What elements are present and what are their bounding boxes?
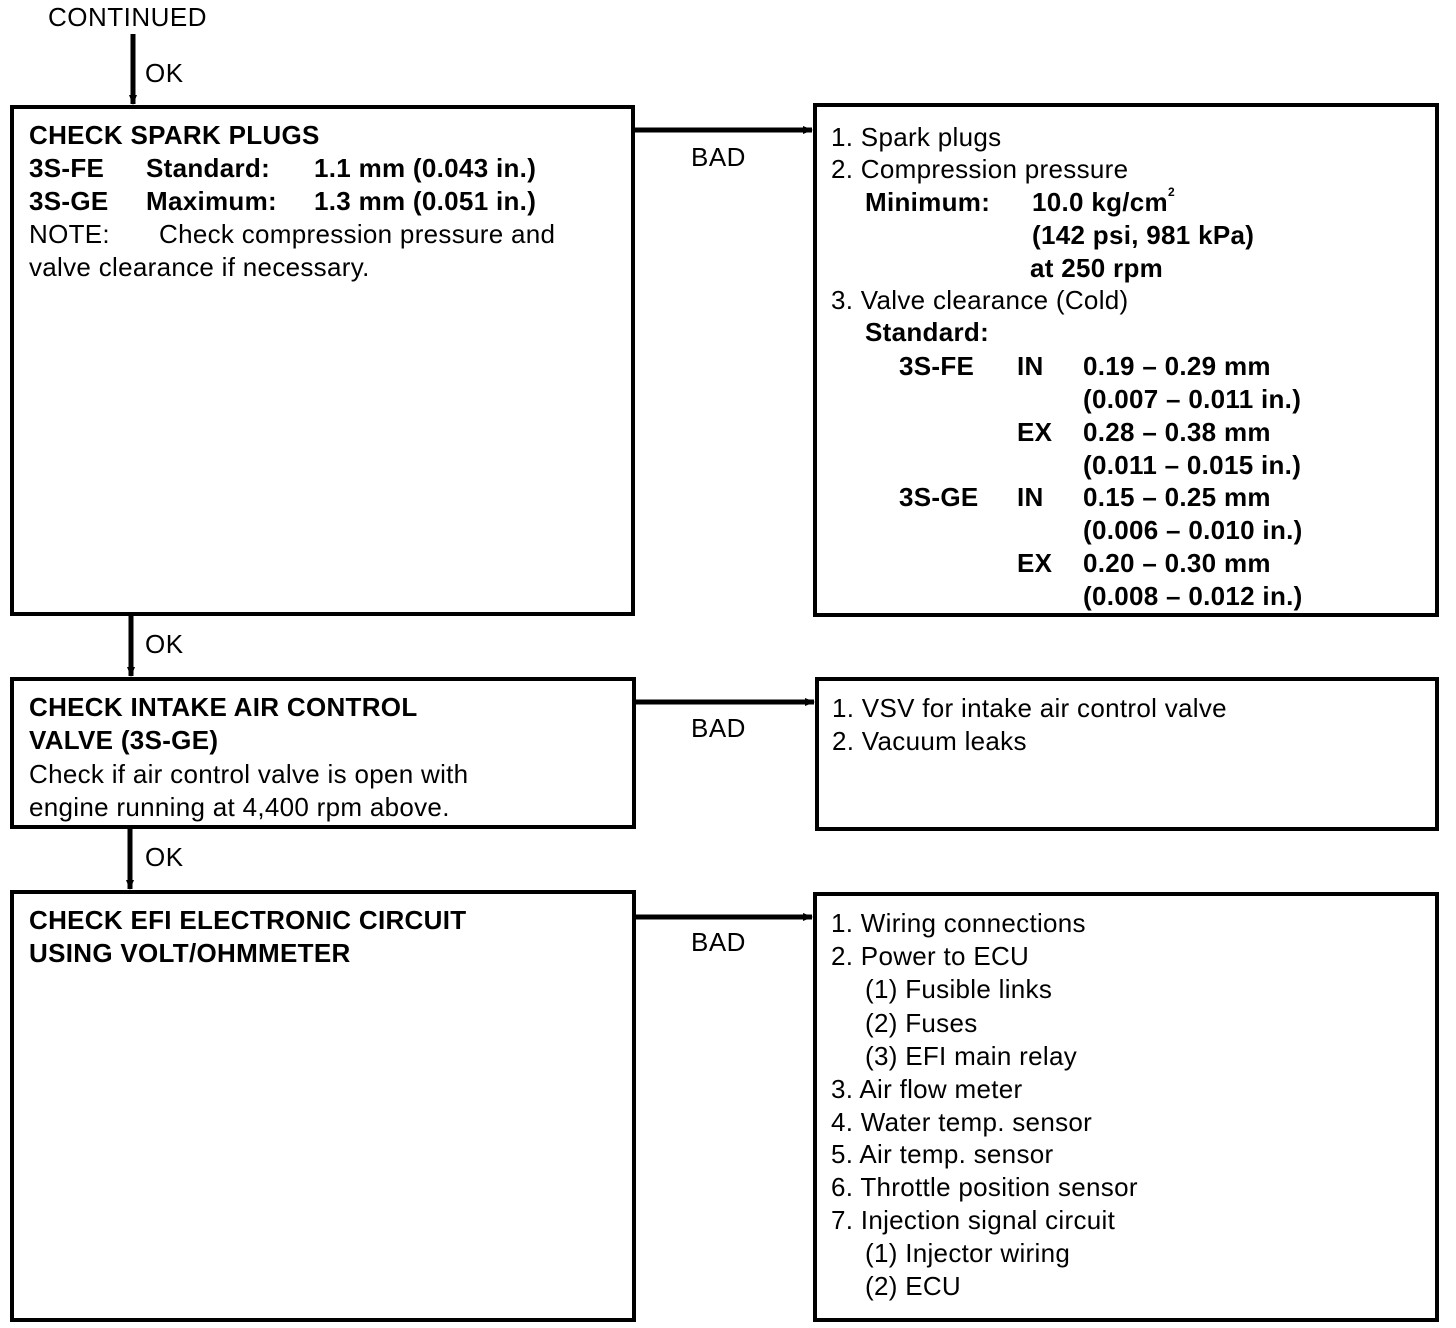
result1-row2-valve: EX — [1017, 417, 1053, 447]
result3-item4: 4. Water temp. sensor — [831, 1107, 1093, 1137]
step3-title-line1: CHECK EFI ELECTRONIC CIRCUIT — [29, 905, 467, 935]
result1-row3-mm: 0.15 – 0.25 mm — [1083, 482, 1271, 512]
result3-item2-sub1: (1) Fusible links — [865, 974, 1053, 1004]
result1-row3-valve: IN — [1017, 482, 1044, 512]
ok-label-step2: OK — [145, 842, 184, 872]
result3-item2-sub2: (2) Fuses — [865, 1008, 978, 1038]
result1-min-value-text: 10.0 kg/cm — [1032, 187, 1168, 217]
result1-row2-mm: 0.28 – 0.38 mm — [1083, 417, 1271, 447]
step1-spec2-label: Maximum: — [146, 186, 277, 216]
result3-item6: 6. Throttle position sensor — [831, 1172, 1138, 1202]
result1-row2-in: (0.011 – 0.015 in.) — [1083, 450, 1302, 480]
result1-box — [813, 103, 1439, 617]
result1-row1-in: (0.007 – 0.011 in.) — [1083, 384, 1302, 414]
step2-desc-line1: Check if air control valve is open with — [29, 759, 469, 789]
bad-label-step3: BAD — [691, 927, 746, 957]
step1-spec1-label: Standard: — [146, 153, 271, 183]
result3-box — [813, 892, 1439, 1322]
step1-title: CHECK SPARK PLUGS — [29, 120, 320, 150]
result3-item7-sub1: (1) Injector wiring — [865, 1238, 1071, 1268]
step1-check-spark-plugs-box — [10, 105, 635, 616]
result1-row1-mm: 0.19 – 0.29 mm — [1083, 351, 1271, 381]
step3-check-efi-circuit-box — [10, 890, 636, 1322]
result1-row3-in: (0.006 – 0.010 in.) — [1083, 515, 1303, 545]
result1-row1-engine: 3S-FE — [899, 351, 975, 381]
result3-item2-sub3: (3) EFI main relay — [865, 1041, 1078, 1071]
result2-box — [815, 677, 1439, 831]
step1-spec2-value: 1.3 mm (0.051 in.) — [314, 186, 537, 216]
bad-label-step2: BAD — [691, 713, 746, 743]
result1-row4-mm: 0.20 – 0.30 mm — [1083, 548, 1271, 578]
step3-title-line2: USING VOLT/OHMMETER — [29, 938, 351, 968]
result1-min-line3: at 250 rpm — [1030, 253, 1164, 283]
result1-min-line2: (142 psi, 981 kPa) — [1032, 220, 1255, 250]
result1-min-label: Minimum: — [865, 187, 991, 217]
step1-spec2-engine: 3S-GE — [29, 186, 109, 216]
step2-title-line1: CHECK INTAKE AIR CONTROL — [29, 692, 418, 722]
step1-note-line2: valve clearance if necessary. — [29, 252, 370, 282]
result1-min-value — [1032, 186, 1175, 219]
step2-check-intake-air-control-box — [10, 677, 636, 829]
result1-item1: 1. Spark plugs — [831, 122, 1002, 152]
result3-item1: 1. Wiring connections — [831, 908, 1086, 938]
ok-label-top: OK — [145, 58, 184, 88]
step2-desc-line2: engine running at 4,400 rpm above. — [29, 792, 450, 822]
result1-standard-label: Standard: — [865, 317, 990, 347]
result3-item2: 2. Power to ECU — [831, 941, 1030, 971]
step1-note-label: NOTE: — [29, 219, 110, 249]
result1-item2: 2. Compression pressure — [831, 154, 1129, 184]
result1-row4-valve: EX — [1017, 548, 1053, 578]
result2-item1: 1. VSV for intake air control valve — [832, 693, 1227, 723]
result3-item7-sub2: (2) ECU — [865, 1271, 961, 1301]
step1-note-line1: Check compression pressure and — [159, 219, 556, 249]
result3-item3: 3. Air flow meter — [831, 1074, 1023, 1104]
result1-item3: 3. Valve clearance (Cold) — [831, 285, 1129, 315]
step1-spec1-value: 1.1 mm (0.043 in.) — [314, 153, 537, 183]
result1-row1-valve: IN — [1017, 351, 1044, 381]
result1-row3-engine: 3S-GE — [899, 482, 979, 512]
bad-label-step1: BAD — [691, 142, 746, 172]
continued-label: CONTINUED — [48, 2, 208, 32]
result1-row4-in: (0.008 – 0.012 in.) — [1083, 581, 1303, 611]
result3-item7: 7. Injection signal circuit — [831, 1205, 1116, 1235]
result3-item5: 5. Air temp. sensor — [831, 1139, 1054, 1169]
step1-spec1-engine: 3S-FE — [29, 153, 105, 183]
result2-item2: 2. Vacuum leaks — [832, 726, 1027, 756]
ok-label-step1: OK — [145, 629, 184, 659]
result1-min-sup: 2 — [1167, 185, 1175, 199]
step2-title-line2: VALVE (3S-GE) — [29, 725, 219, 755]
